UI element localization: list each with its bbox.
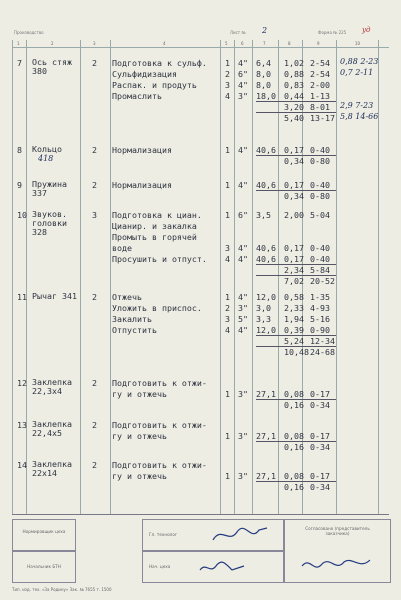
operation-value-b: 0,88 (284, 69, 304, 79)
operation-value-a: 3,5 (256, 210, 271, 220)
operation-text: Уложить в приспос. (112, 303, 202, 313)
operation-class: 6" (238, 69, 248, 79)
total-value-b: 0,34 (284, 156, 304, 166)
operation-text: Распак. и продуть (112, 80, 197, 90)
item-number: 13 (17, 420, 27, 430)
operation-class: 4" (238, 243, 248, 253)
operation-text: Просушить и отпуст. (112, 254, 207, 264)
operation-value-a: 6,4 (256, 58, 271, 68)
operation-text: Нормализация (112, 180, 172, 190)
agreed-signature (300, 554, 380, 576)
operation-value-a: 27,1 (256, 471, 276, 481)
item-name: Заклепка 22,4х5 (32, 419, 72, 438)
agreed-box (284, 519, 391, 583)
total-value-c: 0-34 (310, 400, 330, 410)
operation-number: 1 (225, 210, 230, 220)
operation-value-a: 27,1 (256, 431, 276, 441)
form-label: Форма № 225 (318, 30, 347, 35)
item-name-handwritten: 418 (38, 154, 54, 163)
operation-text: Подготовить к отжи- (112, 420, 207, 430)
operation-value-a: 27,1 (256, 389, 276, 399)
operation-class: 4" (238, 180, 248, 190)
column-rule (252, 40, 253, 514)
operation-value-b: 2,00 (284, 210, 304, 220)
operation-class: 3" (238, 389, 248, 399)
operation-number: 3 (225, 80, 230, 90)
operation-text: Промаслить (112, 91, 162, 101)
operation-value-a: 40,6 (256, 254, 276, 264)
total-value-c: 0-80 (310, 191, 330, 201)
operation-value-c: 5-04 (310, 210, 330, 220)
tech-label: Гл. технолог (149, 532, 178, 537)
operation-value-b: 0,17 (284, 243, 304, 253)
item-quantity: 2 (92, 460, 97, 470)
total-value-c: 0-34 (310, 442, 330, 452)
operation-text: Закалить (112, 314, 152, 324)
total-value-b: 0,16 (284, 482, 304, 492)
operation-class: 4" (238, 254, 248, 264)
operation-class: 4" (238, 292, 248, 302)
operation-class: 4" (238, 80, 248, 90)
operation-value-a: 12,0 (256, 325, 276, 335)
column-rule (234, 40, 235, 514)
operation-number: 3 (225, 243, 230, 253)
item-quantity: 2 (92, 292, 97, 302)
column-rule (80, 40, 81, 514)
operation-number: 2 (225, 303, 230, 313)
item-number: 10 (17, 210, 27, 220)
total-value-b: 0,34 (284, 191, 304, 201)
item-name: Кольцо (32, 144, 62, 154)
total-value-b: 0,16 (284, 442, 304, 452)
operation-value-c: 2-54 (310, 69, 330, 79)
operation-value-a: 8,0 (256, 80, 271, 90)
operation-value-c: 2-54 (310, 58, 330, 68)
column-number: 9 (317, 41, 320, 46)
operation-class: 4" (238, 325, 248, 335)
header-left: Производство (14, 30, 44, 35)
operation-number: 3 (225, 314, 230, 324)
total-value-b: 10,48 (284, 347, 309, 357)
column-number: 4 (163, 41, 166, 46)
operation-value-c: 2-00 (310, 80, 330, 90)
operation-value-a: 8,0 (256, 69, 271, 79)
item-name: Звуков. головки 328 (32, 209, 67, 237)
operation-value-c: 0-17 (310, 389, 330, 399)
operation-text: Отжечь (112, 292, 142, 302)
operation-value-b: 0,83 (284, 80, 304, 90)
column-number: 7 (263, 41, 266, 46)
column-number: 3 (93, 41, 96, 46)
operation-number: 4 (225, 91, 230, 101)
print-info: Тип. изд. тех. «За Родину» Зак. № 7655 т. 1500 (12, 587, 112, 592)
column-number: 8 (288, 41, 291, 46)
total-value-b: 0,16 (284, 400, 304, 410)
total-value-b: 5,40 (284, 113, 304, 123)
item-quantity: 2 (92, 420, 97, 430)
column-number: 2 (51, 41, 54, 46)
operation-value-c: 1-13 (310, 91, 330, 101)
operation-value-c: 1-35 (310, 292, 330, 302)
chief2-label: Нач. цеха (149, 564, 171, 569)
operation-number: 1 (225, 431, 230, 441)
operation-text: Цианир. и закалка (112, 221, 197, 231)
operation-value-b: 0,39 (284, 325, 304, 335)
operation-number: 1 (225, 292, 230, 302)
operation-handwritten: 0,88 2-23 (340, 57, 379, 66)
column-number: 5 (225, 41, 228, 46)
sheet-number: 2 (262, 26, 268, 35)
column-number: 1 (17, 41, 20, 46)
column-rule (336, 40, 337, 514)
operation-text: Подготовить к отжи- (112, 378, 207, 388)
column-number: 6 (241, 41, 244, 46)
tech-signature (211, 524, 271, 546)
operation-value-b: 2,33 (284, 303, 304, 313)
operation-text: воде (112, 243, 132, 253)
chief-label: Начальник БТН (27, 564, 61, 569)
chief-box (12, 551, 76, 583)
operation-class: 3" (238, 431, 248, 441)
total-value-b: 3,20 (284, 102, 304, 112)
operation-value-a: 3,0 (256, 303, 271, 313)
operation-class: 3" (238, 91, 248, 101)
operation-text: Подготовить к отжи- (112, 460, 207, 470)
item-name: Заклепка 22,3х4 (32, 377, 72, 396)
operation-text: гу и отжечь (112, 471, 167, 481)
operation-class: 4" (238, 145, 248, 155)
operation-value-c: 0-40 (310, 254, 330, 264)
operation-text: гу и отжечь (112, 389, 167, 399)
operation-number: 1 (225, 58, 230, 68)
item-name: Ось стяж 380 (32, 57, 72, 76)
total-value-b: 2,34 (284, 265, 304, 275)
operation-number: 1 (225, 145, 230, 155)
item-number: 9 (17, 180, 22, 190)
operation-value-b: 0,58 (284, 292, 304, 302)
operation-number: 1 (225, 471, 230, 481)
operation-value-c: 0-40 (310, 145, 330, 155)
item-quantity: 3 (92, 210, 97, 220)
norm-box (12, 519, 76, 551)
operation-number: 1 (225, 389, 230, 399)
operation-text: Промыть в горячей (112, 232, 197, 242)
total-value-c: 12-34 (310, 336, 335, 346)
item-number: 14 (17, 460, 27, 470)
operation-text: Сульфидизация (112, 69, 177, 79)
item-name: Пружина 337 (32, 179, 67, 198)
operation-value-c: 0-40 (310, 180, 330, 190)
total-handwritten: 2,9 7-23 (340, 101, 374, 110)
operation-value-b: 0,08 (284, 389, 304, 399)
total-value-b: 7,02 (284, 276, 304, 286)
operation-value-a: 18,0 (256, 91, 276, 101)
operation-text: Отпустить (112, 325, 157, 335)
operation-value-a: 40,6 (256, 180, 276, 190)
operation-value-b: 0,44 (284, 91, 304, 101)
operation-value-a: 40,6 (256, 243, 276, 253)
column-rule (26, 40, 27, 514)
operation-text: Подготовка к циан. (112, 210, 202, 220)
operation-value-b: 0,17 (284, 145, 304, 155)
item-quantity: 2 (92, 378, 97, 388)
operation-value-b: 0,17 (284, 254, 304, 264)
item-quantity: 2 (92, 145, 97, 155)
operation-number: 1 (225, 180, 230, 190)
column-rule (110, 40, 111, 514)
operation-value-c: 0-17 (310, 471, 330, 481)
operation-value-c: 0-90 (310, 325, 330, 335)
operation-value-b: 0,17 (284, 180, 304, 190)
item-quantity: 2 (92, 58, 97, 68)
column-number-row (12, 40, 389, 48)
chief2-signature (198, 556, 258, 578)
operation-value-a: 12,0 (256, 292, 276, 302)
operation-value-c: 0-17 (310, 431, 330, 441)
norm-label: Нормировщик цеха (22, 529, 66, 534)
total-value-c: 0-80 (310, 156, 330, 166)
item-number: 7 (17, 58, 22, 68)
sheet-label: Лист № (230, 30, 246, 35)
agreed-label: Согласовано (представитель заказчика) (305, 526, 370, 536)
operation-value-b: 1,94 (284, 314, 304, 324)
operation-class: 3" (238, 303, 248, 313)
chief2-box (142, 551, 284, 583)
tech-box (142, 519, 284, 551)
column-number: 10 (355, 41, 361, 46)
column-rule (12, 40, 13, 514)
operation-number: 2 (225, 69, 230, 79)
total-value-c: 24-68 (310, 347, 335, 357)
operation-number: 4 (225, 325, 230, 335)
item-name: Рычаг 341 (32, 291, 77, 301)
operation-handwritten: 0,7 2-11 (340, 68, 374, 77)
total-value-c: 20-52 (310, 276, 335, 286)
item-number: 8 (17, 145, 22, 155)
operation-value-b: 0,08 (284, 431, 304, 441)
item-number: 12 (17, 378, 27, 388)
total-handwritten: 5,8 14-66 (340, 112, 379, 121)
operation-value-b: 1,02 (284, 58, 304, 68)
operation-value-a: 3,3 (256, 314, 271, 324)
total-value-c: 5-84 (310, 265, 330, 275)
total-value-c: 0-34 (310, 482, 330, 492)
column-rule (220, 40, 221, 514)
footer (12, 514, 389, 583)
operation-class: 5" (238, 314, 248, 324)
total-value-b: 5,24 (284, 336, 304, 346)
operation-class: 6" (238, 210, 248, 220)
operation-class: 3" (238, 471, 248, 481)
operation-value-b: 0,08 (284, 471, 304, 481)
total-value-c: 13-17 (310, 113, 335, 123)
operation-value-c: 4-93 (310, 303, 330, 313)
operation-number: 4 (225, 254, 230, 264)
total-value-c: 8-01 (310, 102, 330, 112)
item-quantity: 2 (92, 180, 97, 190)
operation-value-c: 5-16 (310, 314, 330, 324)
item-name: Заклепка 22х14 (32, 459, 72, 478)
form-handwritten: уд (362, 26, 371, 34)
operation-class: 4" (238, 58, 248, 68)
operation-value-c: 0-40 (310, 243, 330, 253)
item-number: 11 (17, 292, 27, 302)
operation-text: Нормализация (112, 145, 172, 155)
operation-text: гу и отжечь (112, 431, 167, 441)
operation-text: Подготовка к сульф. (112, 58, 207, 68)
operation-value-a: 40,6 (256, 145, 276, 155)
